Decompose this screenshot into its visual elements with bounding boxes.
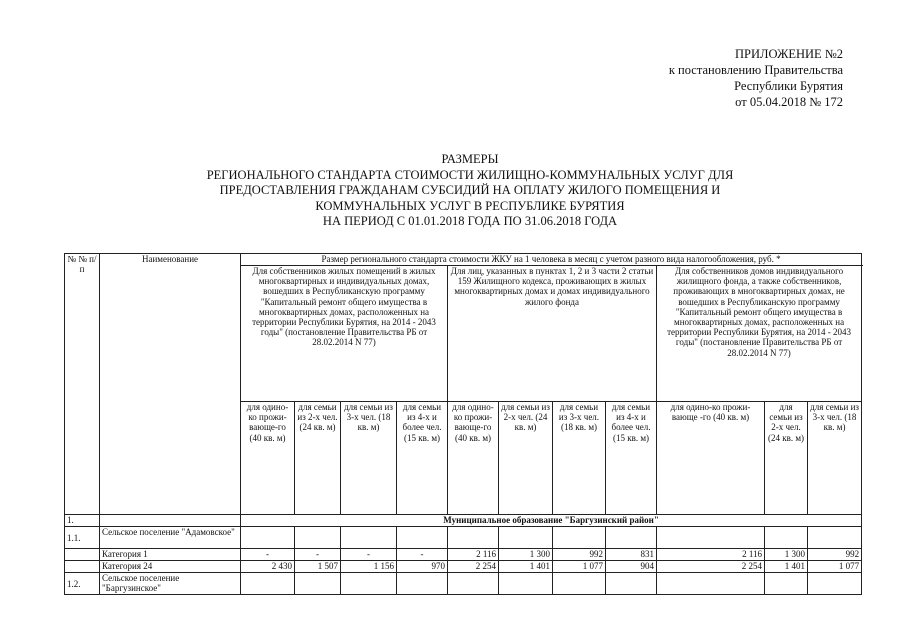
table-row [65,527,862,549]
subheader-cell: для семьи из 4-х и более чел. (15 кв. м) [606,402,657,515]
subheader-cell: для семьи из 4-х и более чел. (15 кв. м) [397,402,448,515]
appendix-line: к постановлению Правительства [668,63,843,77]
header-group-2: Для лиц, указанных в пунктах 1, 2 и 3 части 2 статьи 159 Жилищного кодекса, проживающих в жилых многоквартирных домах и домах индивидуального жилого фонда [448,266,657,402]
value-cell: 992 [808,549,862,561]
table-row [65,561,862,573]
header-name: Наименование [100,254,241,515]
header-num: № № п/п [65,254,100,515]
header-size: Размер регионального стандарта стоимости ЖКУ на 1 человека в месяц с учетом разного вида налогообложения, руб. * [241,254,862,266]
title-line: КОММУНАЛЬНЫХ УСЛУГ В РЕСПУБЛИКЕ БУРЯТИЯ [315,198,625,213]
document-title [120,152,820,230]
value-cell: - [397,549,448,561]
value-cell: - [241,549,295,561]
value-cell: 2 116 [448,549,499,561]
section-title: Муниципальное образование "Баргузинский район" [241,515,862,527]
section-row [65,515,862,527]
appendix-date: от 05.04.2018 № 172 [735,95,843,109]
title-line: НА ПЕРИОД С 01.01.2018 ГОДА ПО 31.06.2018 ГОДА [322,214,618,228]
value-cell: - [295,549,341,561]
value-cell: 1 401 [765,561,808,573]
standards-table [64,253,862,595]
table-row [65,573,862,595]
subheader-cell: для семьи из 2-х чел. (24 кв. м) [295,402,341,515]
value-cell: 970 [397,561,448,573]
row-name: Сельское поселение "Баргузинское" [100,573,241,595]
value-cell: 1 300 [765,549,808,561]
subheader-cell: для одино-ко прожи-вающе-го (40 кв. м) [448,402,499,515]
row-num: 1.1. [65,527,100,549]
value-cell: 1 401 [499,561,553,573]
subheader-cell: для семьи из 2-х чел. (24 кв. м) [499,402,553,515]
header-group-3: Для собственников домов индивидуального жилищного фонда, а также собственников, проживающих в многоквартирных домах, не вошедших в Республиканскую программу "Капитальный ремонт общего имущества в многоквартирных домах, расположенных на территории Республики Бурятия, на 2014 - 2043 годы" (постановление Правительства РБ от 28.02.2014 N 77) [657,266,862,402]
section-spacer [100,515,241,527]
value-cell: 904 [606,561,657,573]
title-line: ПРЕДОСТАВЛЕНИЯ ГРАЖДАНАМ СУБСИДИЙ НА ОПЛАТУ ЖИЛОГО ПОМЕЩЕНИЯ И [219,183,721,197]
row-num: 1.2. [65,573,100,595]
row-name: Категория 1 [100,549,241,561]
subheader-cell: для семьи из 3-х чел. (18 кв. м) [553,402,606,515]
subheader-cell: для семьи из 2-х чел. (24 кв. м) [765,402,808,515]
value-cell: 2 254 [448,561,499,573]
table-row [65,549,862,561]
value-cell: 1 156 [341,561,397,573]
section-num: 1. [65,515,100,527]
value-cell: 2 430 [241,561,295,573]
title-line: РЕГИОНАЛЬНОГО СТАНДАРТА СТОИМОСТИ ЖИЛИЩНО-КОММУНАЛЬНЫХ УСЛУГ ДЛЯ [206,167,734,182]
header-group-1: Для собственников жилых помещений в жилых многоквартирных и индивидуальных домах, вошедших в Республиканскую программу "Капитальный ремонт общего имущества в многоквартирных домах, расположенных на территории Республики Бурятия, на 2014 - 2043 годы" (постановление Правительства РБ от 28.02.2014 N 77) [241,266,448,402]
subheader-cell: для одино-ко прожи-вающе -го (40 кв. м) [657,402,765,515]
value-cell: 1 300 [499,549,553,561]
value-cell: 2 116 [657,549,765,561]
value-cell: - [341,549,397,561]
row-name: Категория 24 [100,561,241,573]
appendix-title: ПРИЛОЖЕНИЕ №2 [734,47,843,61]
subheader-cell: для семьи из 3-х чел. (18 кв. м) [341,402,397,515]
value-cell: 1 077 [553,561,606,573]
value-cell: 1 507 [295,561,341,573]
subheader-cell: для семьи из 3-х чел. (18 кв. м) [808,402,862,515]
value-cell: 831 [606,549,657,561]
value-cell: 2 254 [657,561,765,573]
title-line: РАЗМЕРЫ [441,152,499,166]
value-cell: 992 [553,549,606,561]
subheader-cell: для одино-ко прожи-вающе-го (40 кв. м) [241,402,295,515]
appendix-line: Республики Бурятия [734,79,843,93]
value-cell: 1 077 [808,561,862,573]
row-name: Сельское поселение "Адамовское" [100,527,241,549]
appendix-block [669,46,843,110]
